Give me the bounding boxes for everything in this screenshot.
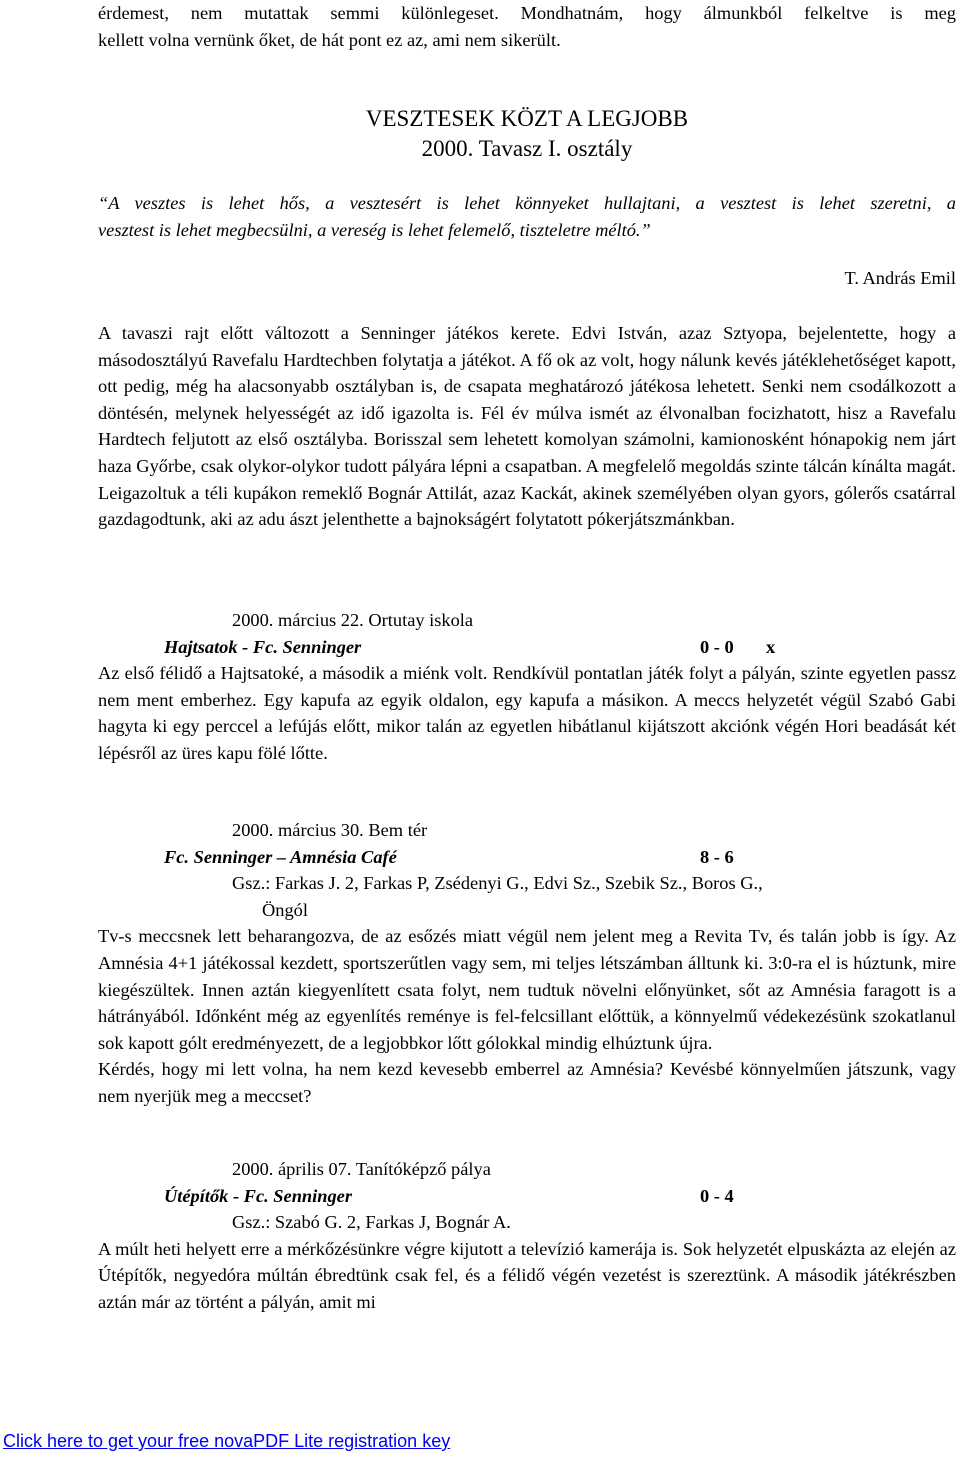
- match-2-scorers-line-1: Gsz.: Farkas J. 2, Farkas P, Zsédenyi G., Edvi Sz., Szebik Sz., Boros G.,: [232, 873, 763, 894]
- quote-author: T. András Emil: [844, 268, 956, 289]
- intro-paragraph: [98, 0, 956, 53]
- novapdf-registration-link[interactable]: Click here to get your free novaPDF Lite registration key: [3, 1431, 451, 1451]
- match-2-score: 8 - 6: [700, 846, 734, 867]
- match-2-report: Tv-s meccsnek lett beharangozva, de az esőzés miatt végül nem jelent meg a Revita Tv, és talán jobb is így. Az Amnésia 4+1 játékossal kezdett, sportszerűtlen vagy sem, mi teljes létszámban álltunk ki. 3:0-ra el is húztunk, mire kiegészültek. Innen aztán kiegyenlített csata folyt, nem tudtuk növelni előnyünket, sőt az Amnésia faragott is a hátrányából. Időnként még az egyenlítés reménye is fel-felcsillant előttük, a könnyelmű védekezésünk szokatlanul sok kapott gólt eredményezett, de a legjobbkor lőtt gólokkal mindig elhúztunk újra.: [98, 926, 956, 1053]
- match-1-place: 2000. március 22. Ortutay iskola: [232, 610, 474, 630]
- section-heading: [98, 104, 956, 164]
- epigraph: [98, 190, 956, 292]
- heading-line-1: VESZTESEK KÖZT A LEGJOBB: [365, 106, 689, 131]
- intro-line-2: kellett volna vernünk őket, de hát pont ez az, ami nem sikerült.: [98, 29, 561, 50]
- match-3-place-row: [98, 1156, 956, 1183]
- match-2-place: 2000. március 30. Bem tér: [232, 820, 428, 840]
- match-1-teams: Hajtsatok - Fc. Senninger: [164, 636, 362, 657]
- heading-line-2: 2000. Tavasz I. osztály: [421, 136, 633, 161]
- match-3-scorers: Gsz.: Szabó G. 2, Farkas J, Bognár A.: [232, 1212, 511, 1233]
- quote-line-2: vesztest is lehet megbecsülni, a vereség is lehet felemelő, tiszteletre méltó.”: [98, 219, 651, 240]
- match-1-result-row: [98, 634, 956, 661]
- match-3-scorers-row: [98, 1209, 956, 1236]
- match-2-scorers-row-1: [98, 870, 956, 897]
- match-1: [98, 607, 956, 767]
- match-3-report: A múlt heti helyett erre a mérkőzésünkre végre kijutott a televízió kamerája is. Sok helyzetét elpuskázta az elején az Útépítők, negyedóra múltán ébredtünk csak fel, és a félidő végén vezetést is szereztünk. A második játékrészben aztán már az történt a pályán, amit mi: [98, 1238, 956, 1312]
- paragraph-roster-change: A tavaszi rajt előtt változott a Senninger játékos kerete. Edvi István, azaz Sztyopa, bejelentette, hogy a másodosztályú Ravefalu Hardtechben folytatja a játékot. A fő ok az volt, hogy nálunk kevés játéklehetőséget kapott, ott pedig, még ha alacsonyabb osztályban is, de csapata meghatározó játékosa lehetett. Senki nem csodálkozott a döntésén, melynek helyességét az idő igazolta is. Fél év múlva ismét az élvonalban focizhatott, hisz a Ravefalu Hardtech feljutott az első osztályba. Borisszal sem lehetett komolyan számolni, kamionosként hónapokig nem járt haza Győrbe, csak olykor-olykor tudott pályára lépni a csapatban. A megfelelő megoldás szinte tálcán kínálta magát. Leigazoltuk a téli kupákon remeklő Bognár Attilát, azaz Kackát, akinek személyében olyan gyors, gólerős csatárral gazdagodtunk, aki az adu ászt jelenthette a bajnokságért folytatott pókerjátszmánkban.: [98, 323, 956, 530]
- match-1-place-row: [98, 607, 956, 634]
- match-2-place-row: [98, 817, 956, 844]
- match-1-score: 0 - 0: [700, 636, 734, 657]
- match-3-teams: Útépítők - Fc. Senninger: [164, 1185, 353, 1206]
- match-3-place: 2000. április 07. Tanítóképző pálya: [232, 1159, 491, 1179]
- match-1-mark: x: [766, 636, 776, 657]
- match-3: [98, 1156, 956, 1316]
- match-2-result-row: [98, 844, 956, 871]
- match-2-scorers-row-2: [98, 897, 956, 924]
- match-2: [98, 817, 956, 1110]
- match-1-report: Az első félidő a Hajtsatoké, a második a miénk volt. Rendkívül pontatlan játék folyt a pályán, szinte egyetlen passz nem ment emberhez. Egy kapufa az egyik oldalon, egy kapufa a másikon. A meccs helyzetét végül Szabó Gabi hagyta ki egy perccel a lefújás előtt, mikor talán az egyetlen hibátlanul kijátszott akciónk végén Hori beadását két lépésről az üres kapu fölé lőtte.: [98, 663, 956, 763]
- intro-line-1: érdemest, nem mutattak semmi különlegeset. Mondhatnám, hogy álmunkból felkeltve is meg: [98, 3, 956, 23]
- match-3-result-row: [98, 1183, 956, 1210]
- match-2-scorers-line-2: Öngól: [262, 899, 308, 920]
- match-3-score: 0 - 4: [700, 1185, 734, 1206]
- quote-line-1: “A vesztes is lehet hős, a vesztesért is lehet könnyeket hullajtani, a vesztest is lehet szeretni, a: [98, 193, 956, 213]
- match-2-teams: Fc. Senninger – Amnésia Café: [164, 846, 397, 867]
- match-2-report-question: Kérdés, hogy mi lett volna, ha nem kezd kevesebb emberrel az Amnésia? Kevésbé könnyelműen játszunk, vagy nem nyerjük meg a meccset?: [98, 1059, 956, 1106]
